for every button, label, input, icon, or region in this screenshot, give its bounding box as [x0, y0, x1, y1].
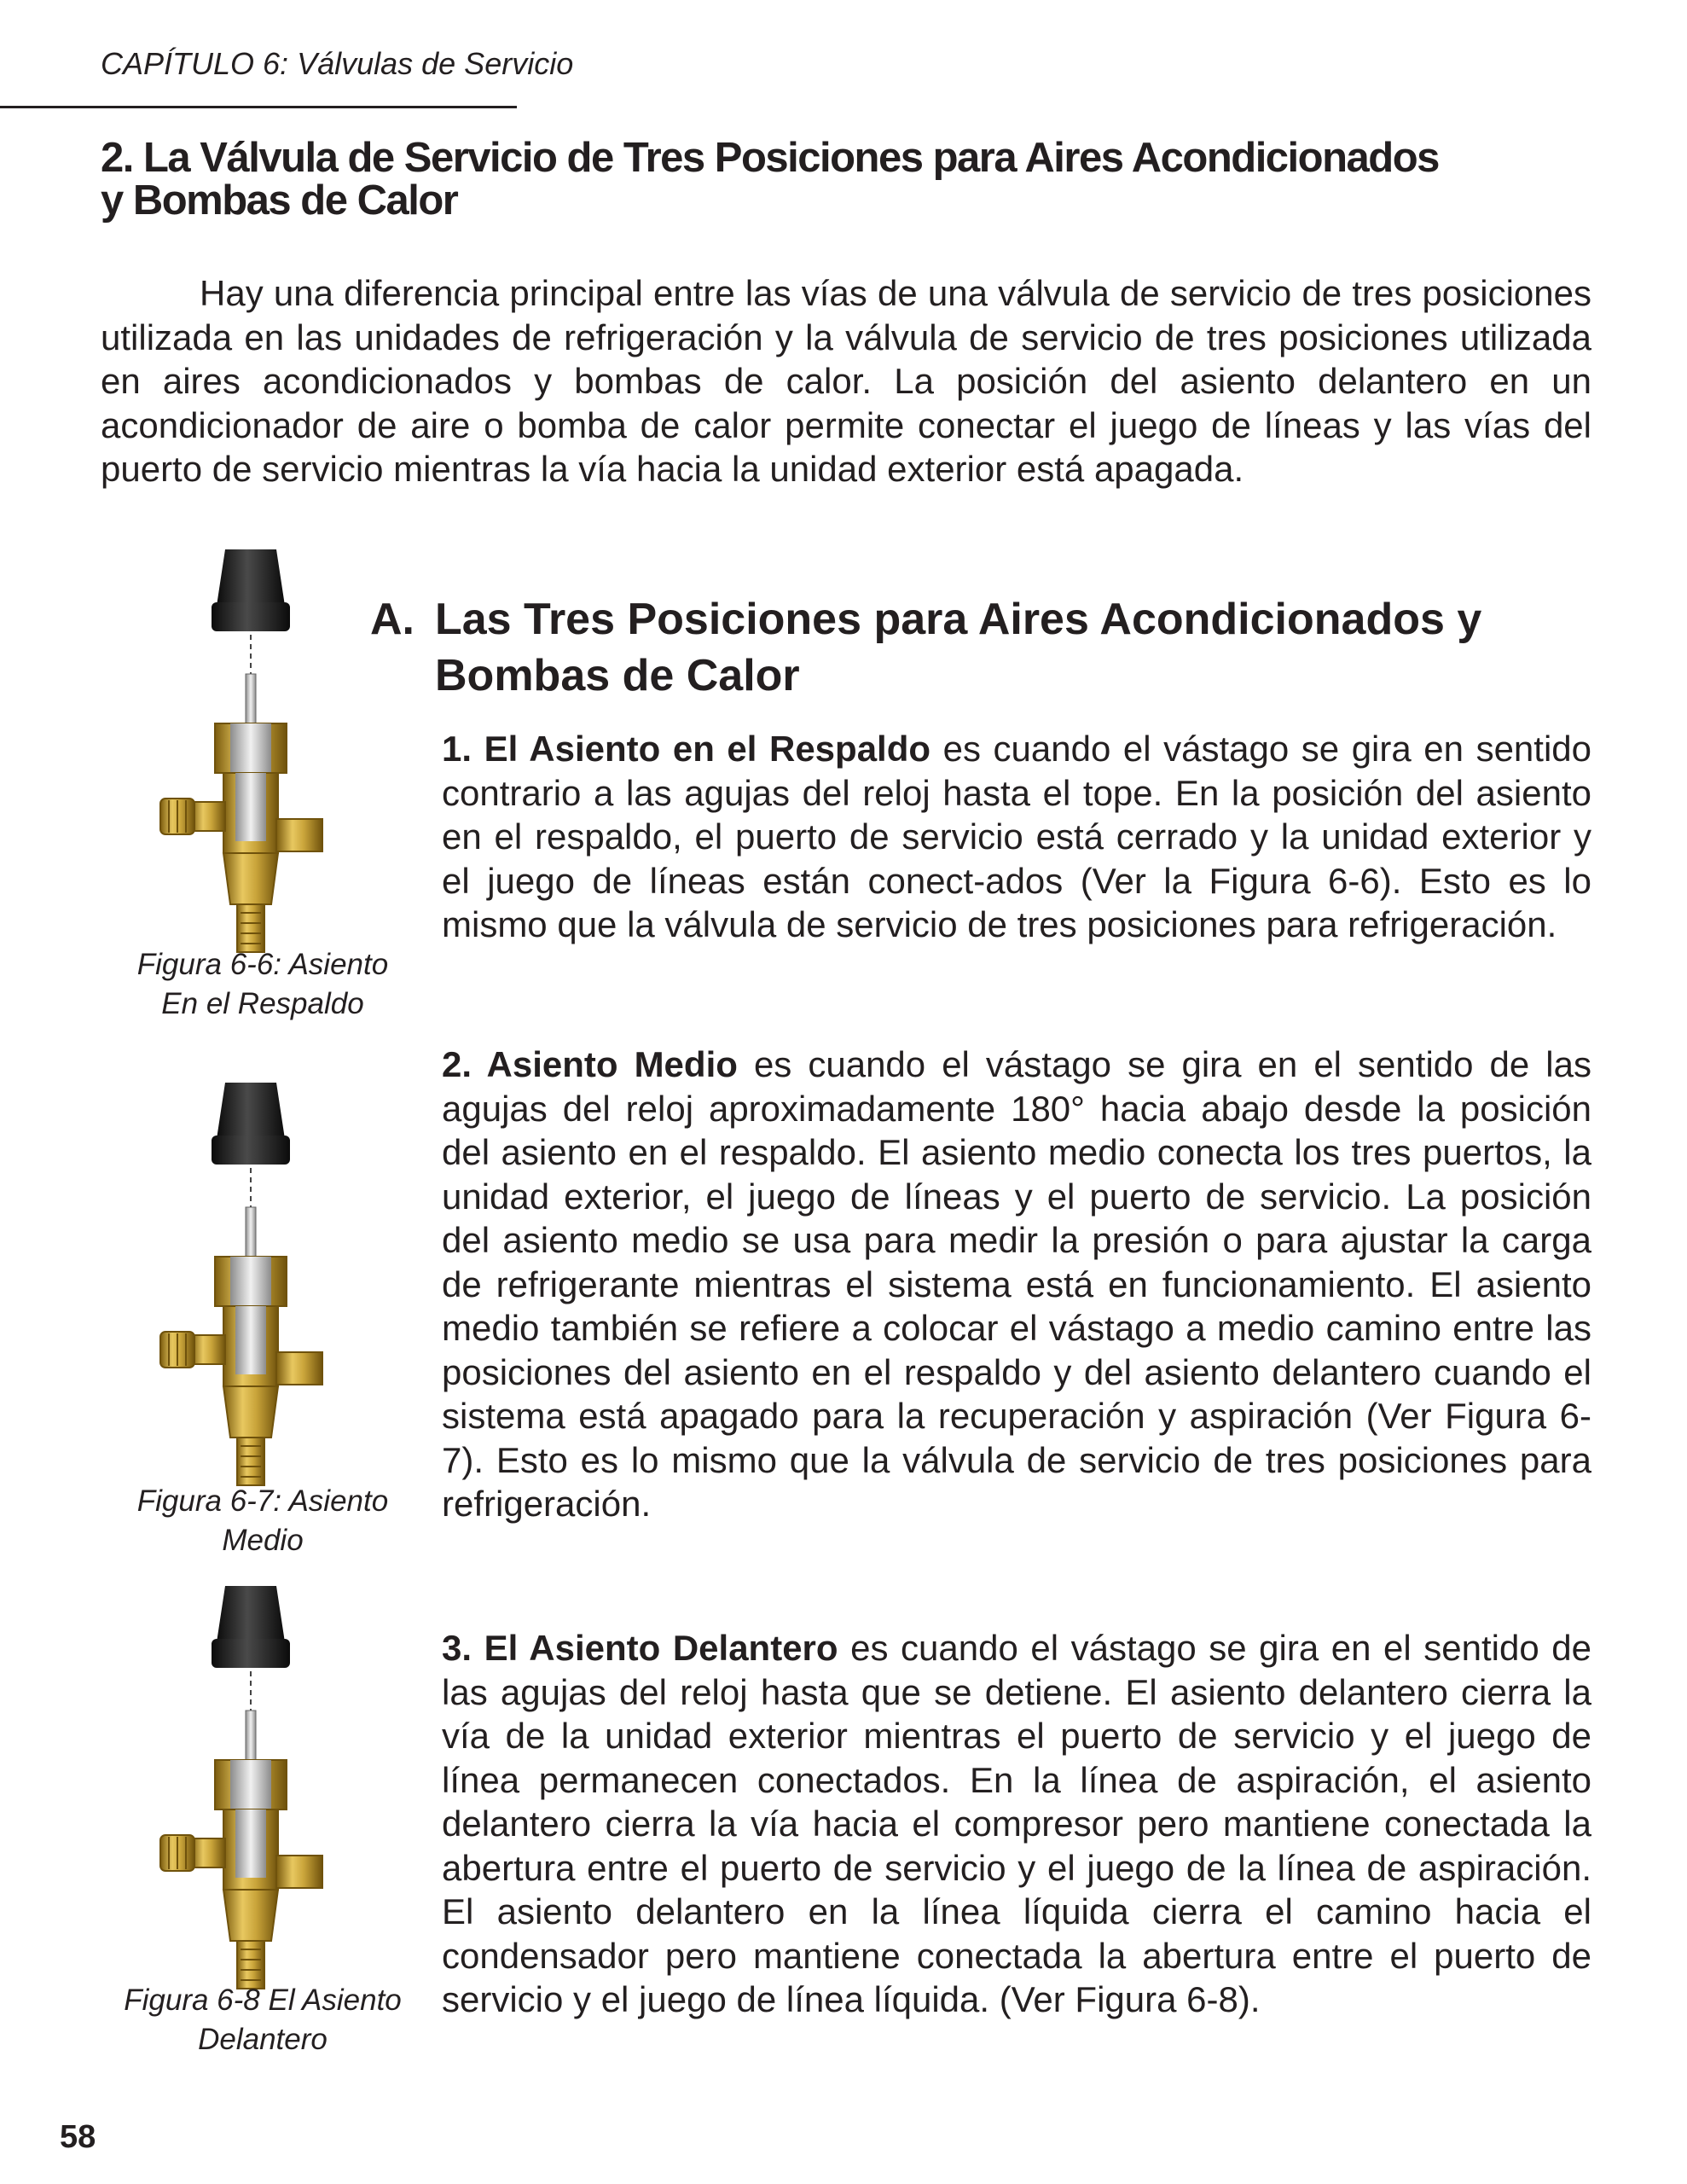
three-position-valve-mid-seated-icon: [152, 1079, 357, 1489]
figure-6-7: [101, 1079, 425, 1489]
section-title: [101, 136, 1602, 222]
figure-6-6-caption-line-1: Figura 6-6: Asiento: [136, 948, 389, 981]
intro-paragraph: Hay una diferencia principal entre las vías de una válvula de servicio de tres posiciones utilizada en las unidades de refrigeración y la válvula de servicio de tres posiciones utilizada en aires acondicionados y bombas de calor. La posición del asiento delantero en un acondicionador de aire o bomba de calor permite conectar el juego de líneas y las vías del puerto de servicio mientras la vía hacia la unidad exterior está apagada.: [101, 273, 1591, 489]
figure-6-7-caption-line-2: Medio: [222, 1524, 304, 1557]
term-mid-seated: 2. Asiento Medio: [442, 1044, 738, 1084]
paragraph-mid-seated: [442, 1043, 1591, 1526]
subsection-heading: [370, 591, 1581, 704]
text-front-seated: es cuando el vástago se gira en el sentido de las agujas del reloj hasta que se detiene. El asiento delantero cierra la vía de la unidad exterior mientras el puerto de servicio y el juego de línea permanecen conectados. En la línea de aspiración, el asiento delantero cierra la vía hacia el compresor pero mantiene conectada la abertura entre el puerto de servicio y el juego de la línea de aspiración. El asiento delantero en la línea líquida cierra el camino hacia el condensador pero mantiene conectada la abertura entre el puerto de servicio y el juego de línea líquida. (Ver Figura 6-8).: [442, 1628, 1591, 2019]
page-number: 58: [60, 2119, 96, 2155]
figure-6-8-caption-line-1: Figura 6-8 El Asiento: [124, 1984, 402, 2017]
figure-6-6-caption-line-2: En el Respaldo: [161, 987, 364, 1020]
section-title-line-1: 2. La Válvula de Servicio de Tres Posiciones para Aires Acondicionados: [101, 135, 1439, 181]
figure-6-6: [101, 546, 425, 956]
header-rule: [0, 106, 517, 108]
text-mid-seated: es cuando el vástago se gira en el sentido de las agujas del reloj aproximadamente 180° hacia abajo desde la posición del asiento en el respaldo. El asiento medio conecta los tres puertos, la unidad exterior, el juego de líneas y el puerto de servicio. La posición del asiento medio se usa para medir la presión o para ajustar la carga de refrigerante mientras el sistema está en funcionamiento. El asiento medio también se refiere a colocar el vástago a medio camino entre las posiciones del asiento en el respaldo y del asiento delantero cuando el sistema está apagado para la recuperación y aspiración (Ver Figura 6-7). Esto es lo mismo que la válvula de servicio de tres posiciones para refrigeración.: [442, 1044, 1591, 1524]
subsection-title-line-1: Las Tres Posiciones para Aires Acondicionados y: [435, 595, 1482, 644]
term-front-seated: 3. El Asiento Delantero: [442, 1628, 838, 1668]
three-position-valve-front-seated-icon: [152, 1583, 357, 1992]
figure-6-8: [101, 1583, 425, 1992]
paragraph-front-seated: [442, 1626, 1591, 2022]
subsection-label: A.: [370, 595, 415, 644]
text-back-seated: es cuando el vástago se gira en sentido contrario a las agujas del reloj hasta el tope. En la posición del asiento en el respaldo, el puerto de servicio está cerrado y la unidad exterior y el juego de líneas están conect-ados (Ver la Figura 6-6). Esto es lo mismo que la válvula de servicio de tres posiciones para refrigeración.: [442, 729, 1591, 944]
paragraph-back-seated: [442, 727, 1591, 947]
subsection-title-line-2: Bombas de Calor: [435, 651, 800, 700]
figure-6-7-caption: [101, 1482, 425, 1560]
three-position-valve-back-seated-icon: [152, 546, 357, 956]
section-title-line-2: y Bombas de Calor: [101, 177, 458, 224]
running-head: CAPÍTULO 6: Válvulas de Servicio: [101, 46, 574, 81]
figure-6-6-caption: [101, 945, 425, 1024]
figure-6-8-caption: [101, 1981, 425, 2059]
figure-6-7-caption-line-1: Figura 6-7: Asiento: [136, 1484, 389, 1518]
figure-6-8-caption-line-2: Delantero: [198, 2023, 328, 2056]
term-back-seated: 1. El Asiento en el Respaldo: [442, 729, 931, 769]
